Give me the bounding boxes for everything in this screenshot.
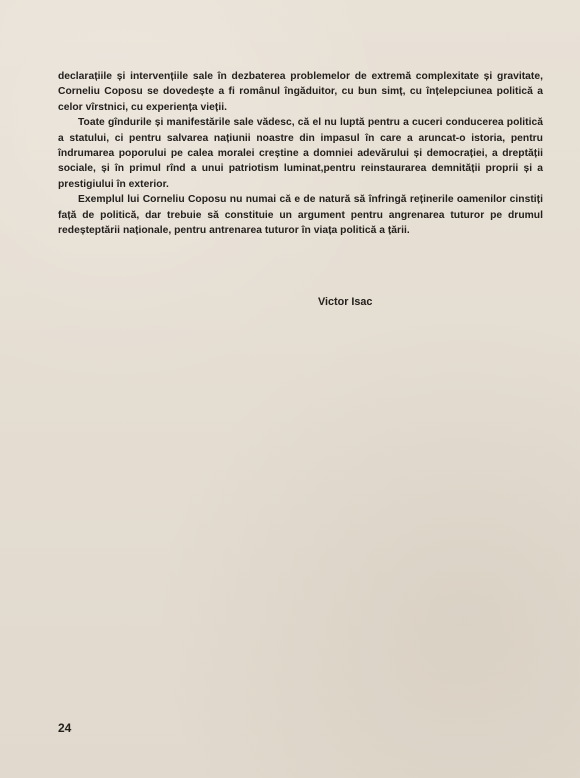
page-number: 24 — [58, 721, 72, 735]
paragraph-1: declarațiile și intervențiile sale în dezbaterea problemelor de extremă complexitate și gravitate, Corneliu Coposu se dovedește a fi românul îngăduitor, cu bun simț, cu înțelepciunea politică a celor vîrstnici, cu experiența vieții. — [58, 71, 543, 113]
paragraph-3: Exemplul lui Corneliu Coposu nu numai că e de natură să înfringă reținerile oamenilor cinstiți față de politică, dar trebuie să constituie un argument pentru angrenarea tuturor pe drumul redeșteptării naționale, pentru antrenarea tuturor în viața politică a țării. — [58, 194, 543, 237]
main-text-block — [58, 69, 543, 238]
paragraph-2: Toate gîndurile și manifestările sale vădesc, că el nu luptă pentru a cuceri conducerea politică a statului, ci pentru salvarea națiunii noastre din impasul în care a aruncat-o istoria, pentru îndrumarea poporului pe calea moralei creștine a domniei adevărului și democrației, a dreptății sociale, și în primul rînd a unui patriotism luminat,pentru reinstaurarea demnității proprii și a prestigiului în exterior. — [58, 117, 543, 190]
author-signature: Victor Isac — [318, 296, 373, 308]
show-through-text — [58, 300, 543, 705]
